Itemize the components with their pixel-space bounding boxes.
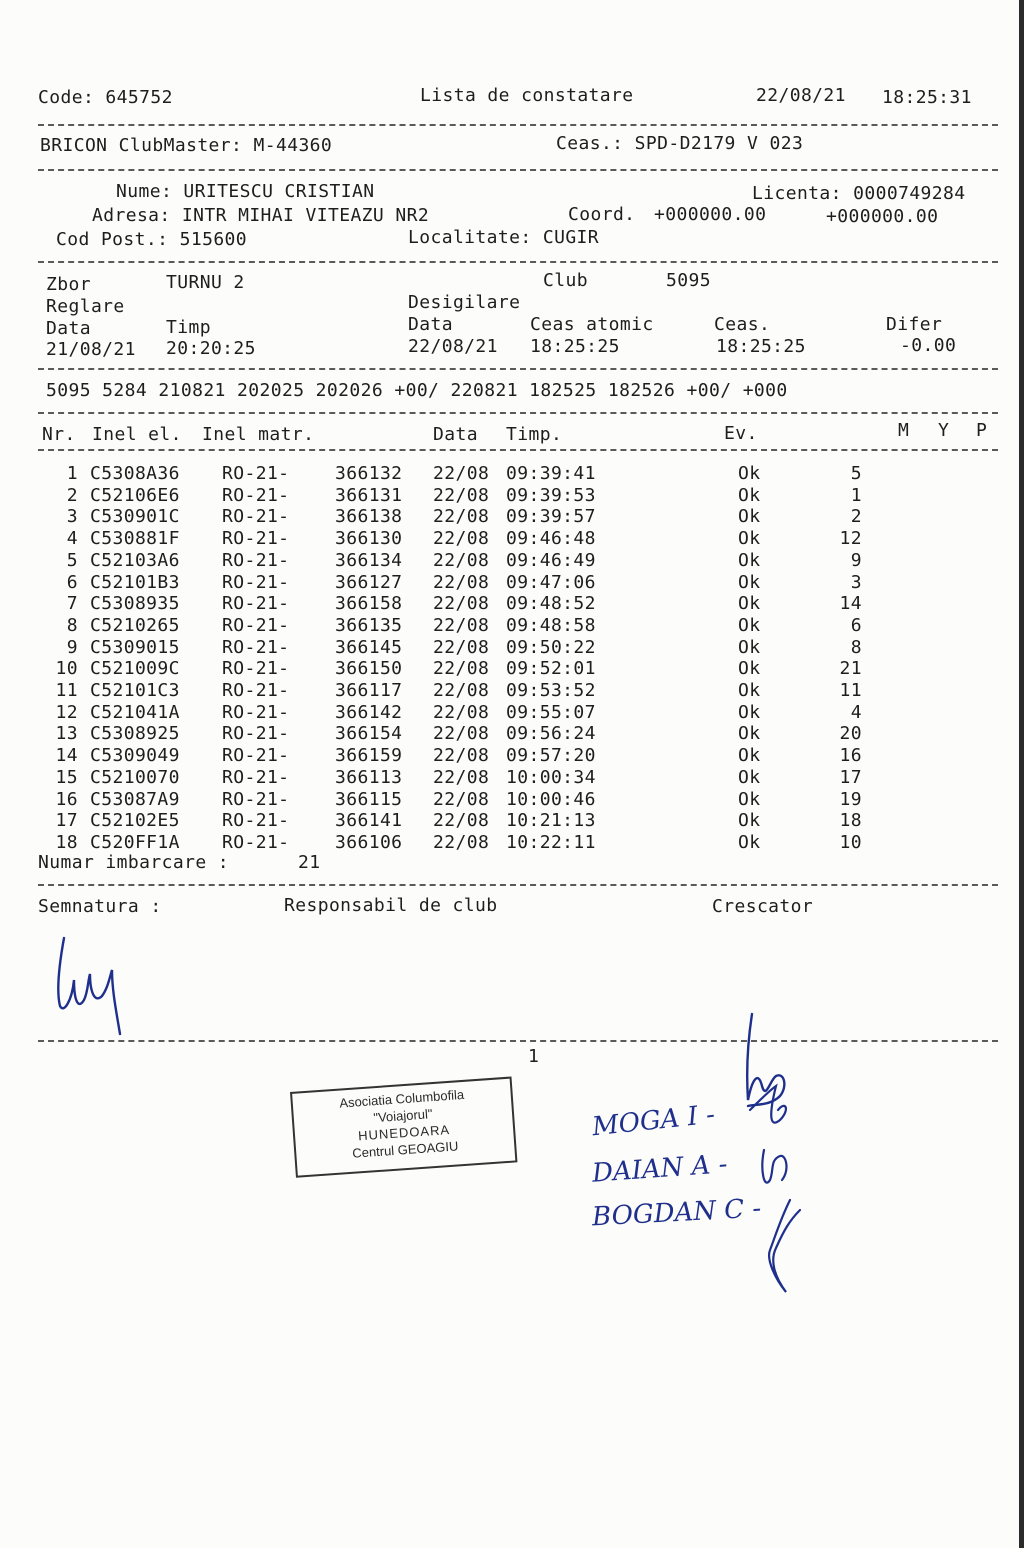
- cell-time: 09:53:52: [506, 680, 596, 701]
- cell-nr: 15: [55, 766, 78, 788]
- desigilare-clock-time: 18:25:25: [716, 336, 806, 357]
- cell-time: 09:56:24: [506, 723, 596, 745]
- cell-ev: Ok: [738, 484, 761, 506]
- cell-pre: RO-21-: [222, 810, 290, 832]
- cell-matr: 366154: [335, 723, 403, 745]
- license-number: Licenta: 0000749284: [752, 183, 966, 204]
- cell-pre: RO-21-: [222, 680, 290, 701]
- cell-ev: Ok: [738, 549, 761, 571]
- cell-ev: Ok: [738, 810, 761, 832]
- data-label: Data: [46, 318, 91, 339]
- semnatura-label: Semnatura :: [38, 896, 162, 917]
- col-inel-el: Inel el.: [92, 424, 182, 445]
- col-data: Data: [433, 424, 478, 445]
- divider: [38, 412, 998, 414]
- crescator-label: Crescator: [712, 896, 814, 917]
- cell-time: 10:00:46: [506, 788, 596, 810]
- cell-date: 22/08: [433, 788, 490, 810]
- stamp-line: "Voiajorul": [372, 1106, 433, 1126]
- stamp-line: Asociatia Columbofila: [338, 1086, 465, 1111]
- cell-nr: 2: [66, 484, 78, 506]
- cell-el: C53087A9: [90, 788, 180, 810]
- cell-matr: 366106: [335, 831, 403, 853]
- col-nr: Nr.: [42, 424, 76, 445]
- cell-nr: 7: [66, 593, 78, 615]
- reglare-date: 21/08/21: [46, 339, 136, 360]
- cell-matr: 366131: [335, 484, 403, 506]
- coord-lat: +000000.00: [654, 204, 767, 225]
- col-inel-matr: Inel matr.: [202, 424, 315, 445]
- cell-date: 22/08: [433, 831, 490, 853]
- witness-bogdan: BOGDAN C -: [591, 1193, 762, 1233]
- cell-time: 09:39:41: [506, 463, 596, 484]
- cell-pre: RO-21-: [222, 571, 290, 593]
- stamp-line: Centrul GEOAGIU: [351, 1138, 459, 1161]
- cell-el: C5308925: [90, 723, 180, 745]
- cell-matr: 366138: [335, 506, 403, 528]
- cell-matr: 366159: [335, 745, 403, 767]
- cell-ev: Ok: [738, 831, 761, 853]
- cell-pre: RO-21-: [222, 745, 290, 767]
- col-p: P: [976, 420, 988, 441]
- cell-time: 10:22:11: [506, 831, 596, 853]
- cell-pos: 19: [839, 788, 862, 810]
- cell-el: C5308A36: [90, 463, 180, 484]
- cell-pos: 6: [850, 614, 862, 636]
- cell-pos: 2: [850, 506, 862, 528]
- cell-ev: Ok: [738, 593, 761, 615]
- cell-pre: RO-21-: [222, 506, 290, 528]
- timp-label: Timp: [166, 317, 211, 338]
- cell-pre: RO-21-: [222, 593, 290, 615]
- cell-date: 22/08: [433, 463, 490, 484]
- cell-nr: 16: [55, 788, 78, 810]
- boarding-label: Numar imbarcare :: [38, 852, 230, 873]
- difer-value: -0.00: [900, 335, 957, 356]
- cell-pos: 20: [839, 723, 862, 745]
- difer-label: Difer: [886, 314, 943, 335]
- cell-nr: 12: [55, 701, 78, 723]
- cell-date: 22/08: [433, 680, 490, 701]
- cell-pos: 21: [839, 658, 862, 680]
- divider: [38, 124, 998, 126]
- cell-matr: 366135: [335, 614, 403, 636]
- cell-pre: RO-21-: [222, 766, 290, 788]
- cell-pos: 3: [850, 571, 862, 593]
- cell-ev: Ok: [738, 614, 761, 636]
- cell-ev: Ok: [738, 701, 761, 723]
- cell-time: 09:55:07: [506, 701, 596, 723]
- divider: [38, 368, 998, 370]
- cell-time: 09:52:01: [506, 658, 596, 680]
- cell-pos: 4: [850, 701, 862, 723]
- desigilare-label: Desigilare: [408, 292, 521, 313]
- cell-date: 22/08: [433, 549, 490, 571]
- cell-el: C5309015: [90, 636, 180, 658]
- cell-time: 10:21:13: [506, 810, 596, 832]
- cell-time: 09:50:22: [506, 636, 596, 658]
- cell-el: C52101B3: [90, 571, 180, 593]
- cell-el: C530881F: [90, 528, 180, 550]
- cell-date: 22/08: [433, 506, 490, 528]
- cell-pre: RO-21-: [222, 701, 290, 723]
- cell-pos: 17: [839, 766, 862, 788]
- postcode: Cod Post.: 515600: [56, 229, 248, 250]
- col-y: Y: [938, 420, 950, 441]
- cell-ev: Ok: [738, 766, 761, 788]
- code-line: 5095 5284 210821 202025 202026 +00/ 220821 182525 182526 +00/ +000: [46, 380, 788, 401]
- cell-matr: 366150: [335, 658, 403, 680]
- cell-matr: 366134: [335, 549, 403, 571]
- cell-time: 09:48:58: [506, 614, 596, 636]
- witness-signatures: [730, 1080, 830, 1300]
- cell-el: C52106E6: [90, 484, 180, 506]
- cell-ev: Ok: [738, 636, 761, 658]
- cell-ev: Ok: [738, 571, 761, 593]
- cell-matr: 366142: [335, 701, 403, 723]
- cell-pos: 1: [850, 484, 862, 506]
- cell-pos: 9: [850, 549, 862, 571]
- divider: [38, 169, 998, 171]
- divider: [38, 449, 998, 451]
- club-label: Club: [543, 270, 588, 291]
- cell-time: 09:46:49: [506, 549, 596, 571]
- cell-el: C5308935: [90, 593, 180, 615]
- cell-date: 22/08: [433, 528, 490, 550]
- cell-nr: 4: [66, 528, 78, 550]
- cell-date: 22/08: [433, 571, 490, 593]
- cell-date: 22/08: [433, 745, 490, 767]
- ceas-label: Ceas.: [714, 314, 771, 335]
- cell-pre: RO-21-: [222, 788, 290, 810]
- owner-address: Adresa: INTR MIHAI VITEAZU NR2: [92, 205, 430, 226]
- divider: [38, 261, 998, 263]
- locality: Localitate: CUGIR: [408, 227, 600, 248]
- paper-edge: [1019, 0, 1024, 1548]
- cell-nr: 11: [55, 680, 78, 701]
- cell-matr: 366115: [335, 788, 403, 810]
- cell-date: 22/08: [433, 658, 490, 680]
- cell-nr: 17: [55, 810, 78, 832]
- zbor-value: TURNU 2: [166, 272, 245, 293]
- cell-nr: 18: [55, 831, 78, 853]
- cell-el: C5210265: [90, 614, 180, 636]
- club-stamp: [290, 1077, 517, 1178]
- cell-date: 22/08: [433, 701, 490, 723]
- cell-time: 09:46:48: [506, 528, 596, 550]
- divider: [38, 1040, 998, 1042]
- coord-label: Coord.: [568, 204, 636, 225]
- cell-pre: RO-21-: [222, 484, 290, 506]
- cell-el: C5309049: [90, 745, 180, 767]
- col-m: M: [898, 420, 910, 441]
- cell-pre: RO-21-: [222, 463, 290, 484]
- cell-pos: 18: [839, 810, 862, 832]
- cell-pos: 12: [839, 528, 862, 550]
- cell-ev: Ok: [738, 788, 761, 810]
- cell-date: 22/08: [433, 723, 490, 745]
- cell-date: 22/08: [433, 766, 490, 788]
- cell-ev: Ok: [738, 680, 761, 701]
- code-label: Code: 645752: [38, 87, 173, 108]
- cell-matr: 366141: [335, 810, 403, 832]
- cell-date: 22/08: [433, 593, 490, 615]
- cell-time: 09:39:57: [506, 506, 596, 528]
- cell-ev: Ok: [738, 745, 761, 767]
- cell-el: C52102E5: [90, 810, 180, 832]
- cell-matr: 366127: [335, 571, 403, 593]
- cell-pos: 8: [850, 636, 862, 658]
- cell-pre: RO-21-: [222, 658, 290, 680]
- cell-date: 22/08: [433, 810, 490, 832]
- cell-nr: 3: [66, 506, 78, 528]
- reglare-time: 20:20:25: [166, 338, 256, 359]
- cell-ev: Ok: [738, 723, 761, 745]
- cell-nr: 5: [66, 549, 78, 571]
- cell-nr: 6: [66, 571, 78, 593]
- cell-time: 09:47:06: [506, 571, 596, 593]
- cell-time: 09:57:20: [506, 745, 596, 767]
- cell-pos: 11: [839, 680, 862, 701]
- cell-matr: 366145: [335, 636, 403, 658]
- cell-pos: 10: [839, 831, 862, 853]
- club-value: 5095: [666, 270, 711, 291]
- cell-pos: 16: [839, 745, 862, 767]
- divider: [38, 884, 998, 886]
- col-timp: Timp.: [506, 424, 563, 445]
- responsabil-label: Responsabil de club: [284, 895, 498, 916]
- cell-el: C521009C: [90, 658, 180, 680]
- clubmaster-id: BRICON ClubMaster: M-44360: [40, 135, 333, 156]
- cell-pre: RO-21-: [222, 528, 290, 550]
- cell-pre: RO-21-: [222, 831, 290, 853]
- cell-nr: 8: [66, 614, 78, 636]
- cell-matr: 366132: [335, 463, 403, 484]
- reglare-label: Reglare: [46, 296, 125, 317]
- cell-nr: 10: [55, 658, 78, 680]
- header-date: 22/08/21: [756, 85, 846, 106]
- cell-matr: 366113: [335, 766, 403, 788]
- cell-date: 22/08: [433, 614, 490, 636]
- cell-ev: Ok: [738, 463, 761, 484]
- page-number: 1: [528, 1046, 540, 1067]
- owner-name: Nume: URITESCU CRISTIAN: [116, 181, 375, 202]
- club-signature: [50, 930, 140, 1040]
- cell-ev: Ok: [738, 506, 761, 528]
- cell-pre: RO-21-: [222, 636, 290, 658]
- cell-matr: 366117: [335, 680, 403, 701]
- data2-label: Data: [408, 314, 453, 335]
- desigilare-date: 22/08/21: [408, 336, 498, 357]
- cell-matr: 366130: [335, 528, 403, 550]
- boarding-value: 21: [298, 852, 321, 873]
- cell-nr: 14: [55, 745, 78, 767]
- cell-time: 09:39:53: [506, 484, 596, 506]
- cell-nr: 9: [66, 636, 78, 658]
- cell-time: 09:48:52: [506, 593, 596, 615]
- header-time: 18:25:31: [882, 87, 972, 108]
- cell-date: 22/08: [433, 484, 490, 506]
- cell-nr: 13: [55, 723, 78, 745]
- cell-el: C520FF1A: [90, 831, 180, 853]
- cell-el: C52103A6: [90, 549, 180, 571]
- cell-ev: Ok: [738, 528, 761, 550]
- cell-date: 22/08: [433, 636, 490, 658]
- cell-el: C521041A: [90, 701, 180, 723]
- clock-id: Ceas.: SPD-D2179 V 023: [556, 133, 804, 154]
- cell-pre: RO-21-: [222, 614, 290, 636]
- zbor-label: Zbor: [46, 274, 91, 295]
- cell-el: C52101C3: [90, 680, 180, 701]
- cell-matr: 366158: [335, 593, 403, 615]
- cell-pre: RO-21-: [222, 723, 290, 745]
- col-ev: Ev.: [724, 423, 758, 444]
- stamp-line: HUNEDOARA: [357, 1121, 451, 1144]
- ceas-atomic-label: Ceas atomic: [530, 314, 654, 335]
- cell-pos: 5: [850, 463, 862, 484]
- cell-time: 10:00:34: [506, 766, 596, 788]
- desigilare-atomic-time: 18:25:25: [530, 336, 620, 357]
- coord-lon: +000000.00: [826, 206, 939, 227]
- cell-el: C5210070: [90, 766, 180, 788]
- cell-pre: RO-21-: [222, 549, 290, 571]
- cell-nr: 1: [66, 463, 78, 484]
- cell-el: C530901C: [90, 506, 180, 528]
- witness-daian: DAIAN A -: [591, 1149, 729, 1189]
- cell-pos: 14: [839, 593, 862, 615]
- cell-ev: Ok: [738, 658, 761, 680]
- document-title: Lista de constatare: [420, 85, 634, 106]
- witness-moga: MOGA I -: [590, 1099, 717, 1143]
